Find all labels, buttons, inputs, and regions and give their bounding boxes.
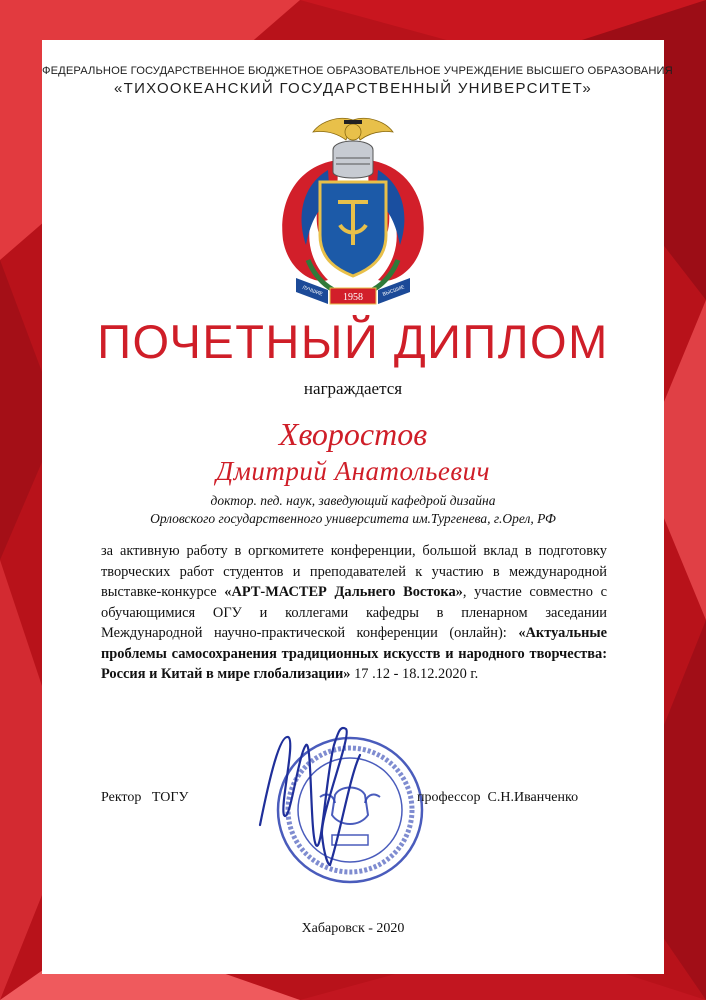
emblem-ribbon-right: ВЫСШИЕ — [381, 284, 406, 298]
reason-part1: за активную работу в оргкомитете конференции, большой вклад в подготовку творческих работ студентов и преподавателей к участию в международной выставке-конкурсе — [101, 543, 607, 600]
recipient-position-line2: Орловского государственного университета им.Тургенева, г.Орел, РФ — [150, 511, 556, 526]
university-coat-of-arms-icon — [258, 110, 448, 310]
recipient-position-line1: доктор. пед. наук, заведующий кафедрой дизайна — [210, 493, 496, 508]
award-reason-text — [101, 541, 607, 685]
awarded-label: награждается — [303, 379, 403, 398]
contest-name: «АРТ-МАСТЕР Дальнего Востока» — [224, 584, 463, 600]
recipient-surname: Хворостов — [278, 416, 428, 452]
institution-name: «ТИХООКЕАНСКИЙ ГОСУДАРСТВЕННЫЙ УНИВЕРСИТЕТ» — [113, 80, 593, 97]
rector-signature-label: Ректор ТОГУ — [101, 790, 189, 805]
conference-name: «Актуальные проблемы самосохранения традиционных искусств и народного творчества: Россия и Китай в мире глобализации» — [101, 625, 607, 682]
event-dates: 17 .12 - 18.12.2020 г. — [350, 666, 479, 682]
recipient-position — [42, 492, 664, 528]
institution-type: ФЕДЕРАЛЬНОЕ ГОСУДАРСТВЕННОЕ БЮДЖЕТНОЕ ОБРАЗОВАТЕЛЬНОЕ УЧРЕЖДЕНИЕ ВЫСШЕГО ОБРАЗОВАНИЯ — [42, 65, 673, 77]
emblem-year: 1958 — [343, 292, 363, 303]
diploma-title: ПОЧЕТНЫЙ ДИПЛОМ — [97, 315, 609, 368]
recipient-given-name: Дмитрий Анатольевич — [215, 456, 490, 486]
city-year: Хабаровск - 2020 — [301, 921, 405, 936]
rector-name: профессор С.Н.Иванченко — [417, 790, 579, 805]
official-round-stamp-icon — [250, 715, 430, 890]
reason-part2: , участие совместно с обучающимися ОГУ и коллегами кафедры в пленарном заседании Международной научно-практической конференции (онлайн): — [101, 584, 607, 641]
emblem-ribbon-left: ЛУЧШИЕ — [301, 284, 324, 298]
institution-header — [42, 64, 673, 98]
